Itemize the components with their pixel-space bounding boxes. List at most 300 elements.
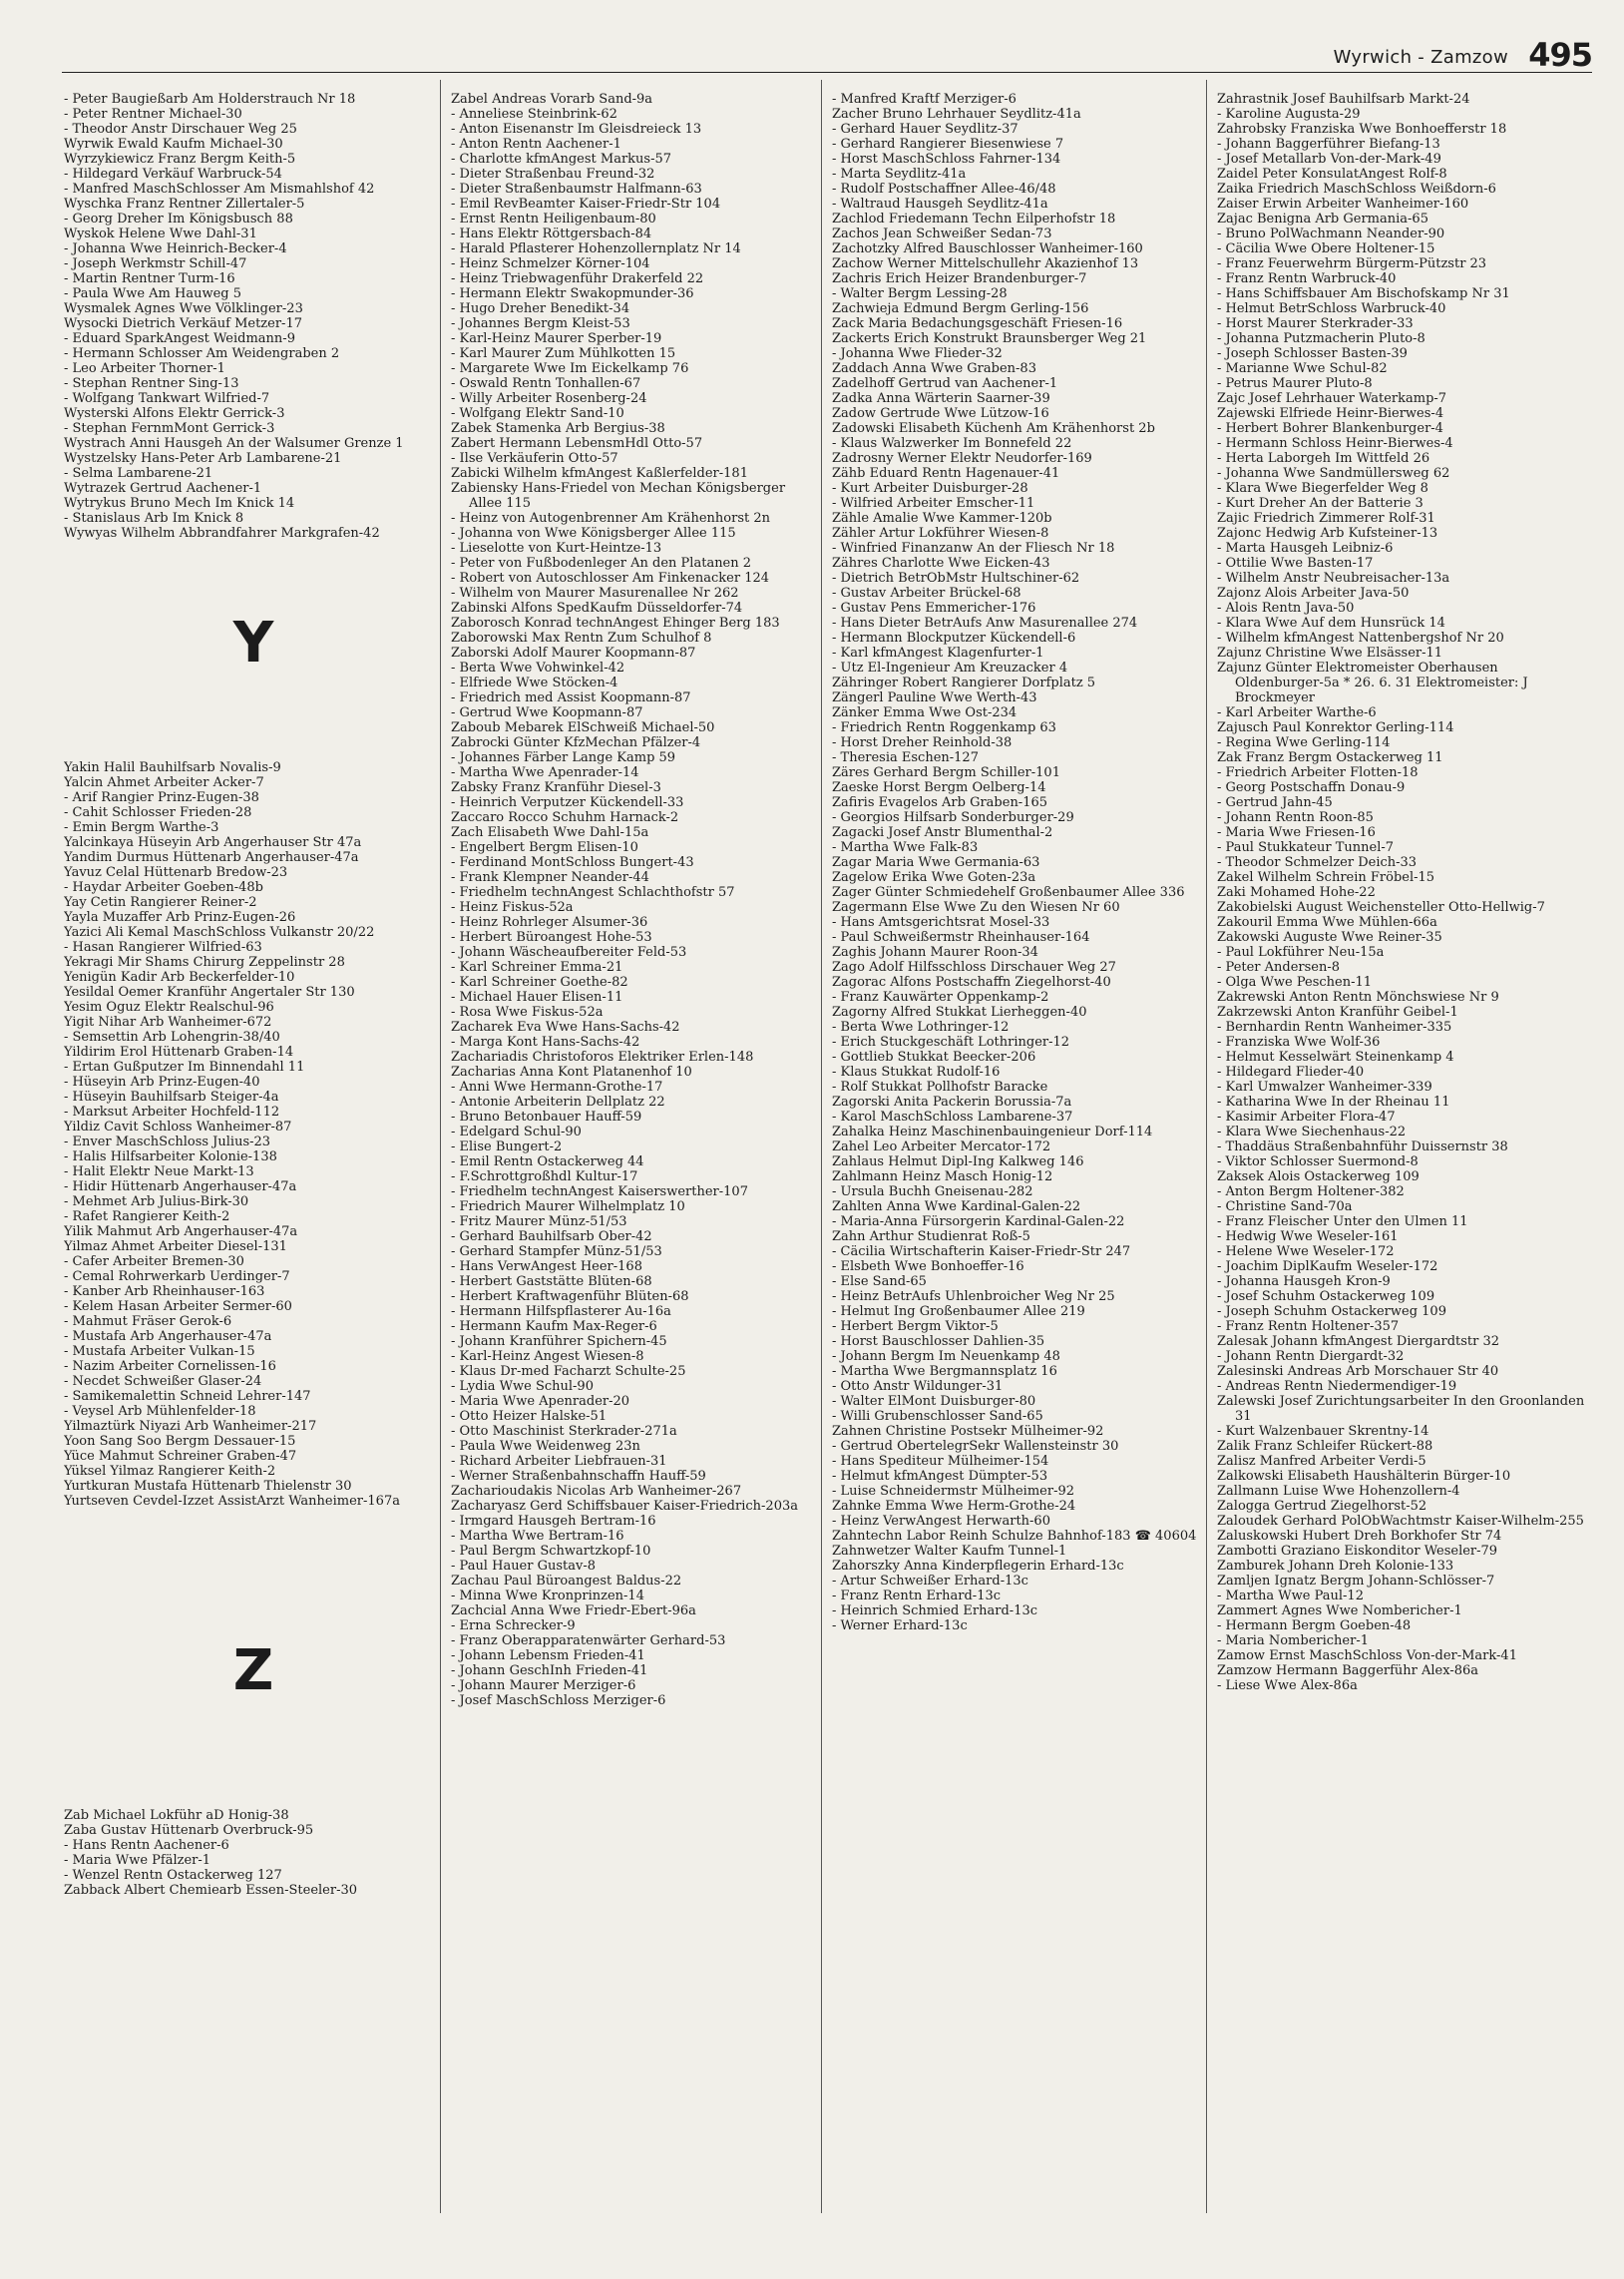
- directory-entry: - Helmut kfmAngest Dümpter-53: [832, 1469, 1048, 1484]
- directory-entry: - Erna Schrecker-9: [451, 1618, 576, 1633]
- directory-entry: Zajonc Hedwig Arb Kufsteiner-13: [1217, 526, 1438, 541]
- directory-entry: Yilik Mahmut Arb Angerhauser-47a: [64, 1224, 298, 1239]
- directory-entry: Zagelow Erika Wwe Goten-23a: [832, 870, 1036, 885]
- directory-entry: - Stephan Rentner Sing-13: [64, 376, 239, 391]
- directory-entry: - Hedwig Wwe Weseler-161: [1217, 1229, 1399, 1244]
- directory-entry: - Hans Schiffsbauer Am Bischofskamp Nr 31: [1217, 286, 1510, 301]
- directory-entry: - Herbert Büroangest Hohe-53: [451, 930, 652, 945]
- directory-entry: Zachlod Friedemann Techn Eilperhofstr 18: [832, 212, 1116, 227]
- directory-entry: - Hermann Schloss Heinr-Bierwes-4: [1217, 436, 1453, 451]
- directory-entry: - Franziska Wwe Wolf-36: [1217, 1035, 1381, 1050]
- directory-entry: - Mahmut Fräser Gerok-6: [64, 1314, 232, 1329]
- directory-entry: - Ernst Rentn Heiligenbaum-80: [451, 212, 656, 227]
- directory-entry: - Kasimir Arbeiter Flora-47: [1217, 1110, 1396, 1125]
- directory-entry: - Ferdinand MontSchloss Bungert-43: [451, 855, 694, 870]
- directory-entry: - Joseph Schlosser Basten-39: [1217, 346, 1408, 361]
- directory-entry: Zachos Jean Schweißer Sedan-73: [832, 227, 1052, 241]
- page-number: 495: [1528, 36, 1592, 74]
- directory-entry: - Maria Wwe Friesen-16: [1217, 825, 1376, 840]
- directory-entry: - Horst Dreher Reinhold-38: [832, 735, 1013, 750]
- directory-entry: - Martha Wwe Paul-12: [1217, 1589, 1364, 1603]
- directory-entry: - Heinz von Autogenbrenner Am Krähenhorst 2n: [451, 511, 771, 526]
- directory-entry: - Heinz Fiskus-52a: [451, 900, 574, 915]
- directory-entry: Zadelhoff Gertrud van Aachener-1: [832, 376, 1058, 391]
- directory-entry: Zahnen Christine Postsekr Mülheimer-92: [832, 1424, 1104, 1439]
- directory-entry: - Emin Bergm Warthe-3: [64, 820, 219, 835]
- directory-entry: - Andreas Rentn Niedermendiger-19: [1217, 1379, 1457, 1394]
- directory-entry: - Ertan Gußputzer Im Binnendahl 11: [64, 1060, 305, 1075]
- directory-entry: - Georg Dreher Im Königsbusch 88: [64, 212, 293, 227]
- directory-entry: - Paul Hauer Gustav-8: [451, 1559, 597, 1574]
- directory-entry: Zaeske Horst Bergm Oelberg-14: [832, 780, 1046, 795]
- directory-entry: - Franz Rentn Holtener-357: [1217, 1319, 1400, 1334]
- directory-entry: - Hildegard Verkäuf Warbruck-54: [64, 167, 282, 182]
- directory-entry: - Elise Bungert-2: [451, 1140, 563, 1154]
- directory-entry: Zajusch Paul Konrektor Gerling-114: [1217, 720, 1454, 735]
- directory-entry: Zadrosny Werner Elektr Neudorfer-169: [832, 451, 1092, 466]
- directory-entry: - Ursula Buchh Gneisenau-282: [832, 1184, 1033, 1199]
- directory-entry: Yilmaz Ahmet Arbeiter Diesel-131: [64, 1239, 287, 1254]
- directory-entry: - Oswald Rentn Tonhallen-67: [451, 376, 641, 391]
- directory-entry: Zadowski Elisabeth Küchenh Am Krähenhorst 2b: [832, 421, 1155, 436]
- directory-entry: - Cahit Schlosser Frieden-28: [64, 805, 252, 820]
- directory-entry: - Marksut Arbeiter Hochfeld-112: [64, 1105, 280, 1120]
- directory-entry: Yurtkuran Mustafa Hüttenarb Thielenstr 30: [64, 1479, 352, 1494]
- directory-entry: - Johann Kranführer Spichern-45: [451, 1334, 667, 1349]
- directory-entry: Zab Michael Lokführ aD Honig-38: [64, 1808, 289, 1823]
- directory-entry: - Leo Arbeiter Thorner-1: [64, 361, 225, 376]
- directory-entry: - Waltraud Hausgeh Seydlitz-41a: [832, 197, 1048, 212]
- directory-entry: - Josef Schuhm Ostackerweg 109: [1217, 1289, 1435, 1304]
- directory-entry: Zabicki Wilhelm kfmAngest Kaßlerfelder-181: [451, 466, 748, 481]
- directory-entry: - Semsettin Arb Lohengrin-38/40: [64, 1030, 280, 1045]
- directory-entry: Zakouril Emma Wwe Mühlen-66a: [1217, 915, 1437, 930]
- directory-entry: - Winfried Finanzanw An der Fliesch Nr 18: [832, 541, 1115, 556]
- directory-entry: Yesildal Oemer Kranführ Angertaler Str 130: [64, 985, 355, 1000]
- directory-entry: - Karl Arbeiter Warthe-6: [1217, 705, 1377, 720]
- directory-entry: Zagar Maria Wwe Germania-63: [832, 855, 1040, 870]
- directory-entry: - Johann Rentn Diergardt-32: [1217, 1349, 1405, 1364]
- directory-entry: - Gerhard Bauhilfsarb Ober-42: [451, 1229, 652, 1244]
- directory-entry: - Franz Oberapparatenwärter Gerhard-53: [451, 1633, 726, 1648]
- directory-entry: - Christine Sand-70a: [1217, 1199, 1353, 1214]
- directory-entry: Yüksel Yilmaz Rangierer Keith-2: [64, 1464, 276, 1479]
- directory-entry: Zamzow Hermann Baggerführ Alex-86a: [1217, 1663, 1479, 1678]
- directory-entry: Zaboub Mebarek ElSchweiß Michael-50: [451, 720, 715, 735]
- directory-entry: - Rafet Rangierer Keith-2: [64, 1209, 230, 1224]
- directory-entry: - Antonie Arbeiterin Dellplatz 22: [451, 1095, 665, 1110]
- directory-entry: - Helmut Ing Großenbaumer Allee 219: [832, 1304, 1085, 1319]
- directory-entry: - Werner Erhard-13c: [832, 1618, 968, 1633]
- directory-entry: - Erich Stuckgeschäft Lothringer-12: [832, 1035, 1070, 1050]
- directory-entry: - Edelgard Schul-90: [451, 1125, 582, 1140]
- directory-entry: Zachow Werner Mittelschullehr Akazienhof 13: [832, 256, 1139, 271]
- directory-entry: - Wolfgang Elektr Sand-10: [451, 406, 624, 421]
- directory-entry: - Liese Wwe Alex-86a: [1217, 1678, 1358, 1693]
- directory-entry: - Walter Bergm Lessing-28: [832, 286, 1008, 301]
- directory-entry: - Haydar Arbeiter Goeben-48b: [64, 880, 263, 895]
- directory-entry: - Wilhelm von Maurer Masurenallee Nr 262: [451, 586, 739, 601]
- directory-entry: - Lydia Wwe Schul-90: [451, 1379, 594, 1394]
- directory-column-2: [451, 92, 822, 2247]
- directory-entry: Zahel Leo Arbeiter Mercator-172: [832, 1140, 1051, 1154]
- directory-entry: - Hermann Blockputzer Kückendell-6: [832, 631, 1076, 646]
- directory-entry: Zahn Arthur Studienrat Roß-5: [832, 1229, 1030, 1244]
- directory-entry: - Johanna von Wwe Königsberger Allee 115: [451, 526, 736, 541]
- directory-entry: - F.Schrottgroßhdl Kultur-17: [451, 1169, 638, 1184]
- directory-entry: - Marta Seydlitz-41a: [832, 167, 967, 182]
- directory-entry: - Dieter Straßenbaumstr Halfmann-63: [451, 182, 702, 197]
- directory-entry: - Maria Nombericher-1: [1217, 1633, 1369, 1648]
- directory-entry: - Peter von Fußbodenleger An den Platanen 2: [451, 556, 752, 571]
- directory-entry: - Regina Wwe Gerling-114: [1217, 735, 1391, 750]
- directory-entry: - Cäcilia Wwe Obere Holtener-15: [1217, 241, 1435, 256]
- directory-entry: - Eduard SparkAngest Weidmann-9: [64, 331, 295, 346]
- directory-entry: - Martha Wwe Falk-83: [832, 840, 979, 855]
- directory-entry: - Kurt Dreher An der Batterie 3: [1217, 496, 1423, 511]
- directory-entry: Zahalka Heinz Maschinenbauingenieur Dorf-114: [832, 1125, 1153, 1140]
- directory-entry: Zacharias Anna Kont Platanenhof 10: [451, 1065, 692, 1080]
- directory-entry: - Theodor Anstr Dirschauer Weg 25: [64, 122, 297, 137]
- directory-entry: - Georgios Hilfsarb Sonderburger-29: [832, 810, 1074, 825]
- directory-entry: - Horst MaschSchloss Fahrner-134: [832, 152, 1061, 167]
- directory-entry: - Berta Wwe Vohwinkel-42: [451, 661, 625, 676]
- directory-entry: - Klaus Walzwerker Im Bonnefeld 22: [832, 436, 1072, 451]
- directory-entry: - Paul Stukkateur Tunnel-7: [1217, 840, 1395, 855]
- directory-entry: - Martin Rentner Turm-16: [64, 271, 235, 286]
- directory-entry: Zaborosch Konrad technAngest Ehinger Berg 183: [451, 616, 780, 631]
- directory-entry: Yigit Nihar Arb Wanheimer-672: [64, 1015, 272, 1030]
- directory-entry: - Willy Arbeiter Rosenberg-24: [451, 391, 647, 406]
- directory-entry: Zahrobsky Franziska Wwe Bonhoefferstr 18: [1217, 122, 1507, 137]
- directory-entry: - Mehmet Arb Julius-Birk-30: [64, 1194, 249, 1209]
- directory-entry: - Anton Bergm Holtener-382: [1217, 1184, 1405, 1199]
- directory-entry: - Maria Wwe Apenrader-20: [451, 1394, 630, 1409]
- directory-entry: Zabert Hermann LebensmHdl Otto-57: [451, 436, 703, 451]
- directory-entry: - Hermann Hilfspflasterer Au-16a: [451, 1304, 671, 1319]
- directory-entry: Zaborski Adolf Maurer Koopmann-87: [451, 646, 696, 661]
- directory-entry: - Josef Metallarb Von-der-Mark-49: [1217, 152, 1441, 167]
- directory-entry: Zago Adolf Hilfsschloss Dirschauer Weg 27: [832, 960, 1116, 975]
- directory-entry: Zalisz Manfred Arbeiter Verdi-5: [1217, 1454, 1426, 1469]
- directory-entry: - Friedhelm technAngest Kaiserswerther-107: [451, 1184, 748, 1199]
- directory-entry: Zabek Stamenka Arb Bergius-38: [451, 421, 665, 436]
- directory-entry: - Michael Hauer Elisen-11: [451, 990, 623, 1005]
- directory-entry: Zacharyasz Gerd Schiffsbauer Kaiser-Friedrich-203a: [451, 1499, 798, 1514]
- directory-entry: - Cafer Arbeiter Bremen-30: [64, 1254, 244, 1269]
- directory-entry: - Klara Wwe Siechenhaus-22: [1217, 1125, 1407, 1140]
- directory-column-1: [64, 92, 418, 2247]
- directory-entry: Zachris Erich Heizer Brandenburger-7: [832, 271, 1087, 286]
- directory-entry: Wyschka Franz Rentner Zillertaler-5: [64, 197, 305, 212]
- directory-entry: Zakowski Auguste Wwe Reiner-35: [1217, 930, 1442, 945]
- directory-entry: - Joachim DiplKaufm Weseler-172: [1217, 1259, 1438, 1274]
- directory-entry: Zänker Emma Wwe Ost-234: [832, 705, 1017, 720]
- directory-entry: Zähler Artur Lokführer Wiesen-8: [832, 526, 1049, 541]
- directory-entry: Zaluskowski Hubert Dreh Borkhofer Str 74: [1217, 1529, 1502, 1544]
- directory-entry: - Manfred Kraftf Merziger-6: [832, 92, 1016, 107]
- directory-entry: - Anni Wwe Hermann-Grothe-17: [451, 1080, 663, 1095]
- directory-entry: - Friedrich med Assist Koopmann-87: [451, 690, 691, 705]
- directory-entry: - Friedhelm technAngest Schlachthofstr 57: [451, 885, 735, 900]
- directory-entry: - Hüseyin Bauhilfsarb Steiger-4a: [64, 1090, 279, 1105]
- directory-entry: - Herbert Bergm Viktor-5: [832, 1319, 999, 1334]
- directory-entry: Zajc Josef Lehrhauer Waterkamp-7: [1217, 391, 1447, 406]
- directory-entry: Zallmann Luise Wwe Hohenzollern-4: [1217, 1484, 1460, 1499]
- directory-entry: - Viktor Schlosser Suermond-8: [1217, 1154, 1419, 1169]
- directory-entry: Yay Cetin Rangierer Reiner-2: [64, 895, 257, 910]
- directory-entry: - Marianne Wwe Schul-82: [1217, 361, 1388, 376]
- directory-entry: - Heinz Rohrleger Alsumer-36: [451, 915, 648, 930]
- directory-entry: Zabback Albert Chemiearb Essen-Steeler-30: [64, 1883, 358, 1898]
- directory-entry: Zaborowski Max Rentn Zum Schulhof 8: [451, 631, 712, 646]
- directory-entry: - Hermann Schlosser Am Weidengraben 2: [64, 346, 340, 361]
- directory-entry: Zachotzky Alfred Bauschlosser Wanheimer-160: [832, 241, 1143, 256]
- directory-entry: Zalesak Johann kfmAngest Diergardtstr 32: [1217, 1334, 1500, 1349]
- directory-entry: - Cäcilia Wirtschafterin Kaiser-Friedr-Str 247: [832, 1244, 1131, 1259]
- column-divider: [440, 80, 441, 2213]
- directory-entry: - Joseph Schuhm Ostackerweg 109: [1217, 1304, 1446, 1319]
- directory-entry: Wysocki Dietrich Verkäuf Metzer-17: [64, 316, 302, 331]
- directory-entry: - Johann Baggerführer Biefang-13: [1217, 137, 1440, 152]
- directory-entry: Yurtseven Cevdel-Izzet AssistArzt Wanheimer-167a: [64, 1494, 400, 1509]
- directory-entry: - Hermann Bergm Goeben-48: [1217, 1618, 1412, 1633]
- directory-entry: Zachau Paul Büroangest Baldus-22: [451, 1574, 682, 1589]
- directory-entry: - Otto Anstr Wildunger-31: [832, 1379, 1004, 1394]
- directory-entry: - Johannes Bergm Kleist-53: [451, 316, 630, 331]
- directory-entry: - Karl-Heinz Angest Wiesen-8: [451, 1349, 644, 1364]
- directory-entry: Zahnwetzer Walter Kaufm Tunnel-1: [832, 1544, 1067, 1559]
- page-header: [62, 38, 1592, 73]
- directory-entry: Zadka Anna Wärterin Saarner-39: [832, 391, 1050, 406]
- directory-entry: Yalcin Ahmet Arbeiter Acker-7: [64, 775, 264, 790]
- directory-entry: - Veysel Arb Mühlenfelder-18: [64, 1404, 256, 1419]
- directory-entry: - Walter ElMont Duisburger-80: [832, 1394, 1036, 1409]
- directory-entry: - Karl kfmAngest Klagenfurter-1: [832, 646, 1044, 661]
- directory-entry: Zalogga Gertrud Ziegelhorst-52: [1217, 1499, 1427, 1514]
- directory-entry: - Anton Eisenanstr Im Gleisdreieck 13: [451, 122, 702, 137]
- directory-entry: - Hans VerwAngest Heer-168: [451, 1259, 642, 1274]
- directory-entry: Wyskok Helene Wwe Dahl-31: [64, 227, 257, 241]
- directory-entry: - Horst Maurer Sterkrader-33: [1217, 316, 1414, 331]
- directory-entry: Zaiser Erwin Arbeiter Wanheimer-160: [1217, 197, 1469, 212]
- directory-entry: Zaddach Anna Wwe Graben-83: [832, 361, 1036, 376]
- directory-entry: - Herbert Bohrer Blankenburger-4: [1217, 421, 1443, 436]
- directory-entry: Zahntechn Labor Reinh Schulze Bahnhof-183 ☎ 40604: [832, 1529, 1197, 1544]
- directory-entry: Yekragi Mir Shams Chirurg Zeppelinstr 28: [64, 955, 345, 970]
- directory-entry: - Lieselotte von Kurt-Heintze-13: [451, 541, 662, 556]
- directory-entry: Wysmalek Agnes Wwe Völklinger-23: [64, 301, 303, 316]
- directory-entry: Yayla Muzaffer Arb Prinz-Eugen-26: [64, 910, 296, 925]
- directory-entry: Wytrykus Bruno Mech Im Knick 14: [64, 496, 295, 511]
- directory-entry: - Hermann Elektr Swakopmunder-36: [451, 286, 694, 301]
- directory-entry: - Ilse Verkäuferin Otto-57: [451, 451, 618, 466]
- directory-entry: - Theresia Eschen-127: [832, 750, 979, 765]
- directory-entry: Zakrzewski Anton Kranführ Geibel-1: [1217, 1005, 1458, 1020]
- directory-entry: - Gustav Arbeiter Brückel-68: [832, 586, 1021, 601]
- directory-entry: - Paula Wwe Weidenweg 23n: [451, 1439, 640, 1454]
- directory-entry: - Frank Klempner Neander-44: [451, 870, 649, 885]
- directory-entry: - Anton Rentn Aachener-1: [451, 137, 621, 152]
- directory-entry: - Bruno Betonbauer Hauff-59: [451, 1110, 642, 1125]
- directory-entry: Wytrazek Gertrud Aachener-1: [64, 481, 262, 496]
- directory-entry: - Karl-Heinz Maurer Sperber-19: [451, 331, 662, 346]
- directory-entry: - Halis Hilfsarbeiter Kolonie-138: [64, 1149, 277, 1164]
- directory-entry: - Selma Lambarene-21: [64, 466, 213, 481]
- directory-entry: - Peter Andersen-8: [1217, 960, 1341, 975]
- directory-entry: - Else Sand-65: [832, 1274, 927, 1289]
- directory-entry: Zähb Eduard Rentn Hagenauer-41: [832, 466, 1060, 481]
- directory-entry: - Petrus Maurer Pluto-8: [1217, 376, 1373, 391]
- directory-entry: - Gerhard Rangierer Biesenwiese 7: [832, 137, 1064, 152]
- directory-entry: Zamow Ernst MaschSchloss Von-der-Mark-41: [1217, 1648, 1517, 1663]
- directory-entry: Wyrwik Ewald Kaufm Michael-30: [64, 137, 283, 152]
- directory-entry: - Heinrich Schmied Erhard-13c: [832, 1603, 1038, 1618]
- directory-entry: Yakin Halil Bauhilfsarb Novalis-9: [64, 760, 281, 775]
- directory-entry: Wystzelsky Hans-Peter Arb Lambarene-21: [64, 451, 342, 466]
- directory-entry: Zager Günter Schmiedehelf Großenbaumer Allee 336: [832, 885, 1185, 900]
- directory-entry: - Elfriede Wwe Stöcken-4: [451, 676, 618, 690]
- directory-entry: - Anneliese Steinbrink-62: [451, 107, 617, 122]
- directory-entry: Zackerts Erich Konstrukt Braunsberger Weg 21: [832, 331, 1147, 346]
- directory-entry: - Otto Maschinist Sterkrader-271a: [451, 1424, 677, 1439]
- directory-entry: - Karl Schreiner Emma-21: [451, 960, 623, 975]
- directory-entry: Yildiz Cavit Schloss Wanheimer-87: [64, 1120, 292, 1135]
- directory-entry: Zajonz Alois Arbeiter Java-50: [1217, 586, 1410, 601]
- directory-entry: - Horst Bauschlosser Dahlien-35: [832, 1334, 1045, 1349]
- directory-entry: - Mustafa Arb Angerhauser-47a: [64, 1329, 272, 1344]
- directory-entry: - Friedrich Arbeiter Flotten-18: [1217, 765, 1419, 780]
- directory-entry: - Hüseyin Arb Prinz-Eugen-40: [64, 1075, 260, 1090]
- directory-entry: - Gerhard Hauer Seydlitz-37: [832, 122, 1018, 137]
- directory-entry: Zakrewski Anton Rentn Mönchswiese Nr 9: [1217, 990, 1499, 1005]
- directory-entry: - Irmgard Hausgeh Bertram-16: [451, 1514, 656, 1529]
- directory-entry: - Stephan FernmMont Gerrick-3: [64, 421, 275, 436]
- directory-entry: - Richard Arbeiter Liebfrauen-31: [451, 1454, 667, 1469]
- directory-entry: Zamburek Johann Dreh Kolonie-133: [1217, 1559, 1454, 1574]
- directory-entry: - Rudolf Postschaffner Allee-46/48: [832, 182, 1056, 197]
- directory-entry: Zacharek Eva Wwe Hans-Sachs-42: [451, 1020, 680, 1035]
- directory-entry: - Rolf Stukkat Pollhofstr Baracke: [832, 1080, 1048, 1095]
- directory-entry: Zagorski Anita Packerin Borussia-7a: [832, 1095, 1072, 1110]
- directory-entry: - Kurt Walzenbauer Skrentny-14: [1217, 1424, 1429, 1439]
- directory-entry: - Dietrich BetrObMstr Hultschiner-62: [832, 571, 1080, 586]
- directory-entry: - Cemal Rohrwerkarb Uerdinger-7: [64, 1269, 290, 1284]
- directory-entry: Zagorac Alfons Postschaffn Ziegelhorst-40: [832, 975, 1111, 990]
- directory-entry: Yavuz Celal Hüttenarb Bredow-23: [64, 865, 288, 880]
- directory-entry: - Hidir Hüttenarb Angerhauser-47a: [64, 1179, 297, 1194]
- directory-entry: - Harald Pflasterer Hohenzollernplatz Nr 14: [451, 241, 741, 256]
- directory-entry: - Karl Umwalzer Wanheimer-339: [1217, 1080, 1432, 1095]
- directory-entry: - Peter Rentner Michael-30: [64, 107, 242, 122]
- directory-entry: Yazici Ali Kemal MaschSchloss Vulkanstr 20/22: [64, 925, 375, 940]
- directory-entry: Zafiris Evagelos Arb Graben-165: [832, 795, 1048, 810]
- directory-entry: Wywyas Wilhelm Abbrandfahrer Markgrafen-42: [64, 526, 380, 541]
- directory-entry: - Theodor Schmelzer Deich-33: [1217, 855, 1418, 870]
- directory-entry: - Hasan Rangierer Wilfried-63: [64, 940, 262, 955]
- directory-entry: - Robert von Autoschlosser Am Finkenacker 124: [451, 571, 770, 586]
- directory-entry: - Marga Kont Hans-Sachs-42: [451, 1035, 640, 1050]
- directory-entry: - Paul Lokführer Neu-15a: [1217, 945, 1385, 960]
- directory-entry: - Fritz Maurer Münz-51/53: [451, 1214, 627, 1229]
- directory-entry: Zahnke Emma Wwe Herm-Grothe-24: [832, 1499, 1076, 1514]
- directory-entry: Yoon Sang Soo Bergm Dessauer-15: [64, 1434, 296, 1449]
- directory-entry: Zacharioudakis Nicolas Arb Wanheimer-267: [451, 1484, 742, 1499]
- directory-entry: Zängerl Pauline Wwe Werth-43: [832, 690, 1037, 705]
- section-letter: Y: [232, 611, 274, 676]
- directory-entry: Zadow Gertrude Wwe Lützow-16: [832, 406, 1049, 421]
- directory-entry: - Wenzel Rentn Ostackerweg 127: [64, 1868, 282, 1883]
- directory-entry: - Paul Schweißermstr Rheinhauser-164: [832, 930, 1090, 945]
- directory-entry: Zahorszky Anna Kinderpflegerin Erhard-13c: [832, 1559, 1124, 1574]
- directory-entry: Yilmaztürk Niyazi Arb Wanheimer-217: [64, 1419, 317, 1434]
- directory-entry: Yesim Oguz Elektr Realschul-96: [64, 1000, 274, 1015]
- directory-entry: - Hildegard Flieder-40: [1217, 1065, 1365, 1080]
- directory-entry: - Johanna Wwe Flieder-32: [832, 346, 1003, 361]
- directory-entry: Zaidel Peter KonsulatAngest Rolf-8: [1217, 167, 1447, 182]
- directory-entry: Zahlmann Heinz Masch Honig-12: [832, 1169, 1053, 1184]
- directory-entry: - Herta Laborgeh Im Wittfeld 26: [1217, 451, 1430, 466]
- directory-entry: - Johanna Putzmacherin Pluto-8: [1217, 331, 1425, 346]
- directory-entry: Zakobielski August Weichensteller Otto-Hellwig-7: [1217, 900, 1545, 915]
- directory-entry: - Hugo Dreher Benedikt-34: [451, 301, 630, 316]
- directory-entry: - Helmut BetrSchloss Warbruck-40: [1217, 301, 1446, 316]
- directory-entry: - Peter Baugießarb Am Holderstrauch Nr 18: [64, 92, 356, 107]
- directory-entry: - Enver MaschSchloss Julius-23: [64, 1135, 271, 1149]
- directory-entry: - Paul Bergm Schwartzkopf-10: [451, 1544, 651, 1559]
- directory-entry: - Luise Schneidermstr Mülheimer-92: [832, 1484, 1075, 1499]
- directory-entry: - Marta Hausgeh Leibniz-6: [1217, 541, 1394, 556]
- directory-entry: - Elsbeth Wwe Bonhoeffer-16: [832, 1259, 1024, 1274]
- directory-entry: Zabel Andreas Vorarb Sand-9a: [451, 92, 653, 107]
- directory-entry: - Gerhard Stampfer Münz-51/53: [451, 1244, 662, 1259]
- directory-entry: Zak Franz Bergm Ostackerweg 11: [1217, 750, 1443, 765]
- directory-entry: Zammert Agnes Wwe Nombericher-1: [1217, 1603, 1462, 1618]
- directory-entry: - Helmut Kesselwärt Steinenkamp 4: [1217, 1050, 1454, 1065]
- directory-entry: Zäres Gerhard Bergm Schiller-101: [832, 765, 1060, 780]
- directory-entry: - Gottlieb Stukkat Beecker-206: [832, 1050, 1036, 1065]
- directory-entry: Wyrzykiewicz Franz Bergm Keith-5: [64, 152, 296, 167]
- directory-entry: - Dieter Straßenbau Freund-32: [451, 167, 655, 182]
- directory-entry: - Franz Kauwärter Oppenkamp-2: [832, 990, 1049, 1005]
- directory-entry: - Franz Feuerwehrm Bürgerm-Pützstr 23: [1217, 256, 1487, 271]
- directory-entry: - Emil RevBeamter Kaiser-Friedr-Str 104: [451, 197, 721, 212]
- directory-entry: - Franz Rentn Erhard-13c: [832, 1589, 1002, 1603]
- directory-entry: - Martha Wwe Bergmannsplatz 16: [832, 1364, 1057, 1379]
- column-divider: [1206, 80, 1207, 2213]
- directory-entry: - Hermann Kaufm Max-Reger-6: [451, 1319, 657, 1334]
- directory-entry: Zaki Mohamed Hohe-22: [1217, 885, 1376, 900]
- directory-entry: - Wilfried Arbeiter Emscher-11: [832, 496, 1035, 511]
- directory-entry: - Samikemalettin Schneid Lehrer-147: [64, 1389, 311, 1404]
- directory-entry: - Karl Maurer Zum Mühlkotten 15: [451, 346, 676, 361]
- directory-entry: - Herbert Gaststätte Blüten-68: [451, 1274, 652, 1289]
- directory-entry: - Johann Lebensm Frieden-41: [451, 1648, 645, 1663]
- directory-entry: - Gustav Pens Emmericher-176: [832, 601, 1036, 616]
- directory-entry: Yandim Durmus Hüttenarb Angerhauser-47a: [64, 850, 359, 865]
- directory-entry: Zalewski Josef Zurichtungsarbeiter In den Groonlanden 31: [1217, 1394, 1585, 1424]
- directory-entry: Zachwieja Edmund Bergm Gerling-156: [832, 301, 1089, 316]
- directory-entry: Zack Maria Bedachungsgeschäft Friesen-16: [832, 316, 1123, 331]
- directory-entry: - Engelbert Bergm Elisen-10: [451, 840, 638, 855]
- directory-entry: Zabsky Franz Kranführ Diesel-3: [451, 780, 661, 795]
- directory-entry: - Mustafa Arbeiter Vulkan-15: [64, 1344, 255, 1359]
- directory-entry: - Klaus Stukkat Rudolf-16: [832, 1065, 1001, 1080]
- guide-words: Wyrwich - Zamzow: [1333, 47, 1508, 68]
- directory-entry: Zajic Friedrich Zimmerer Rolf-31: [1217, 511, 1435, 526]
- directory-entry: - Friedrich Maurer Wilhelmplatz 10: [451, 1199, 685, 1214]
- directory-entry: - Charlotte kfmAngest Markus-57: [451, 152, 672, 167]
